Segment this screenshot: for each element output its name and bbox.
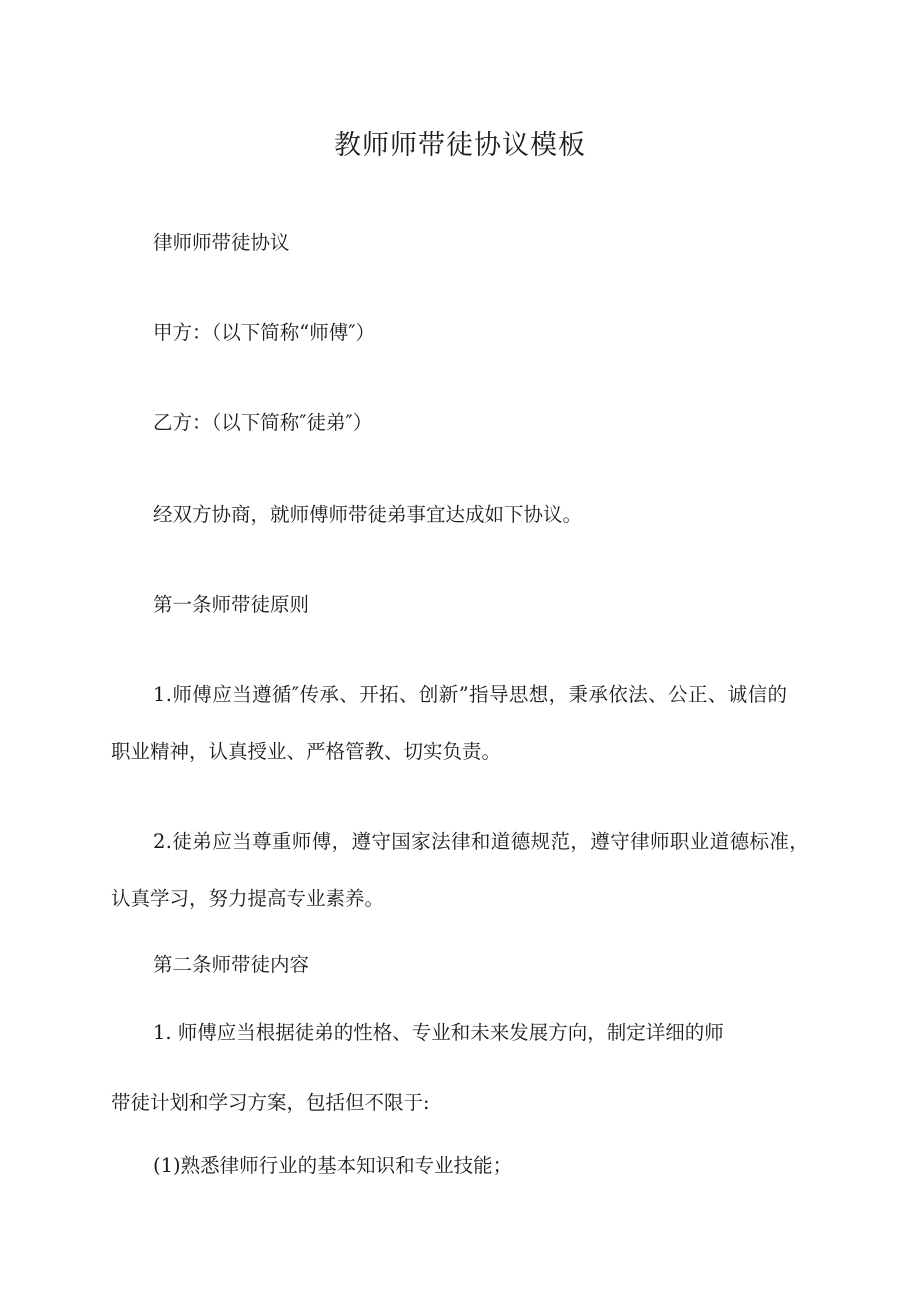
- party-b-line: 乙方：（以下简称″徒弟″）: [153, 411, 373, 434]
- document-title: 教师师带徒协议模板: [334, 130, 586, 161]
- preamble-line: 经双方协商，就师傅师带徒弟事宜达成如下协议。: [153, 503, 583, 526]
- article-1-item-1-line-2: 职业精神，认真授业、严格管教、切实负责。: [111, 740, 502, 763]
- article-1-item-2-line-1: 2.徒弟应当尊重师傅，遵守国家法律和道德规范，遵守律师职业道德标准，: [153, 830, 810, 853]
- article-1-item-2-line-2: 认真学习，努力提高专业素养。: [111, 887, 385, 910]
- article-2-item-1-line-1: 1. 师傅应当根据徒弟的性格、专业和未来发展方向，制定详细的师: [153, 1021, 724, 1044]
- article-1-heading: 第一条师带徒原则: [153, 593, 310, 616]
- agreement-heading: 律师师带徒协议: [153, 231, 290, 254]
- article-2-subitem-1: (1)熟悉律师行业的基本知识和专业技能；: [153, 1154, 513, 1177]
- article-1-item-1-line-1: 1.师傅应当遵循″传承、开拓、创新”指导思想，秉承依法、公正、诚信的: [153, 683, 788, 706]
- article-2-heading: 第二条师带徒内容: [153, 953, 310, 976]
- article-2-item-1-line-2: 带徒计划和学习方案，包括但不限于:: [111, 1091, 430, 1114]
- party-a-line: 甲方：（以下简称“师傅″）: [153, 321, 376, 344]
